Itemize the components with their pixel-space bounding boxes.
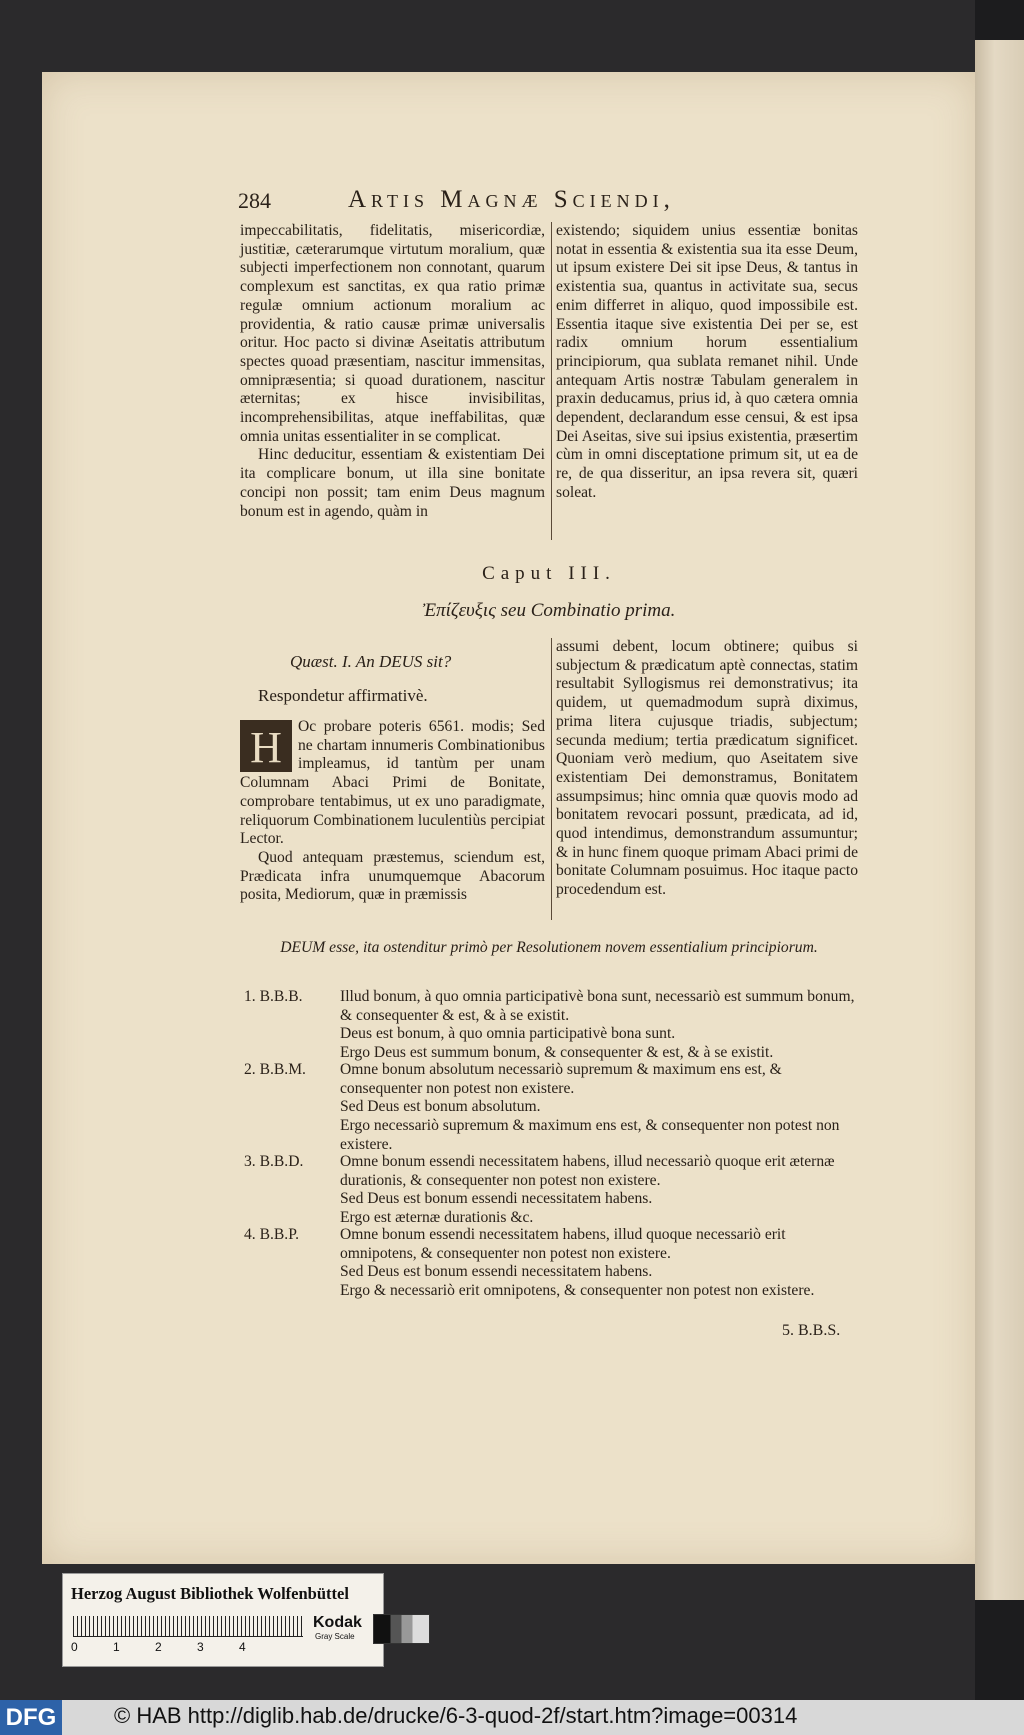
syllogism-label: 2. B.B.M.: [244, 1061, 306, 1078]
paragraph: Quod antequam præstemus, sciendum est, Prædicata infra unumquemque Abacorum posita, Mediorum, quæ in præmissis: [240, 848, 545, 904]
minor-premise: Sed Deus est bonum essendi necessitatem habens.: [340, 1190, 653, 1208]
paragraph: Oc probare poteris 6561. modis; Sed ne chartam innumeris Combinationibus impleamus, id tantùm per unam Columnam Abaci Primi de Bonitate, comprobare tentabimus, ut ex uno paradigmate, reliquorum Combinationem luculentiùs percipiat Lector.: [240, 718, 545, 848]
kodak-subtitle: Gray Scale: [315, 1632, 355, 1641]
ruler-scale: [73, 1616, 303, 1637]
conclusion: Ergo & necessariò erit omnipotens, & consequenter non potest non existere.: [340, 1282, 815, 1300]
paragraph: impeccabilitatis, fidelitatis, misericordiæ, justitiæ, cæterarumque virtutum moralium, quæ subjecti imperfectionem non connotant, quarum complexum est sanctitas, ex qua ratio primæ regulæ omnium actionum moralium ac providentia, & ratio causæ primæ universalis oritur. Hoc pacto si divinæ Aseitatis attributum spectes quoad præsentiam, nascitur immensitas, omnipræsentia; si quoad durationem, nascitur æternitas; ex hisce invisibilitas, incomprehensibilitas, atque ineffabilitas, quæ omnia unitas essentialiter in se complicat.: [240, 222, 545, 445]
column-divider: [551, 638, 552, 920]
syllogism-label: 1. B.B.B.: [244, 988, 303, 1005]
library-scale-card: [62, 1573, 384, 1667]
footer-copyright-link[interactable]: © HAB http://diglib.hab.de/drucke/6-3-quod-2f/start.htm?image=00314: [114, 1703, 798, 1728]
drop-capital: H: [240, 720, 292, 772]
mid-left-column: [240, 718, 545, 905]
scale-number: 4: [239, 1640, 246, 1654]
minor-premise: Sed Deus est bonum essendi necessitatem habens.: [340, 1263, 653, 1281]
paragraph: Hinc deducitur, essentiam & existentiam Dei ita complicare bonum, ut illa sine bonitate concipi non possit; tam enim Deus magnum bonum est in agendo, quàm in: [240, 446, 545, 520]
column-divider: [551, 222, 552, 540]
major-premise: Illud bonum, à quo omnia participativè bona sunt, necessariò est summum bonum, & consequenter & est, & à se existit.: [340, 988, 855, 1024]
section-heading: DEUM esse, ita ostenditur primò per Resolutionem novem essentialium principiorum.: [280, 939, 818, 956]
mid-right-column: [556, 638, 858, 900]
dfg-logo: DFG: [0, 1700, 62, 1735]
kodak-logo: Kodak: [313, 1614, 362, 1631]
major-premise: Omne bonum essendi necessitatem habens, illud necessariò quoque erit æternæ durationis, & consequenter non potest non existere.: [340, 1153, 835, 1189]
page-header: [238, 186, 858, 216]
chapter-subtitle: Ἐπίζευξις seu Combinatio prima.: [422, 600, 676, 621]
page-number: 284: [238, 188, 271, 213]
paragraph: existendo; siquidem unius essentiæ bonitas notat in essentia & existentia sua ita esse Deum, ut ipsum existere Dei sit ipse Deus, & tantus in existentia sua, quantus in activitate sua, secus enim differret in aliquo, quod impossibile est. Essentia itaque sive existentia Dei per se, est radix omnium horum essentialium principiorum, qua sublata remanet nihil. Unde antequam Artis nostræ Tabulam generalem in praxin deducamus, prius id, à quo cætera omnia dependent, declarandum esse censui, & est ipsa Dei Aseitas, sive sui ipsius existentia, præsertim cùm in omni disceptatione primum sit, ut ea de re, de qua disseritur, an ipsa revera sit, quæri soleat.: [556, 222, 858, 501]
scale-number: 3: [197, 1640, 204, 1654]
question-heading: Quæst. I. An DEUS sit?: [290, 652, 452, 671]
conclusion: Ergo est æternæ durationis &c.: [340, 1209, 534, 1227]
scale-number: 0: [71, 1640, 78, 1654]
scale-number: 2: [155, 1640, 162, 1654]
response-line: Respondetur affirmativè.: [258, 686, 428, 705]
catchword: 5. B.B.S.: [782, 1322, 841, 1339]
major-premise: Omne bonum absolutum necessariò supremum & maximum ens est, & consequenter non potest non existere.: [340, 1061, 782, 1097]
top-right-column: [556, 222, 858, 503]
chapter-title: Caput III.: [482, 563, 616, 584]
scale-number: 1: [113, 1640, 120, 1654]
facing-page-edge: [975, 40, 1024, 1600]
syllogism-label: 4. B.B.P.: [244, 1226, 300, 1243]
paragraph: assumi debent, locum obtinere; quibus si subjectum & prædicatum aptè connectas, statim resultabit Syllogismus rei demonstrativus; ita quidem, ut quemadmodum suprà diximus, prima litera cujusque triadis, subjectum; secunda medium; tertia prædicatum significet. Quoniam verò medium, quo Aseitatem sive existentiam Dei demonstramus, Bonitatem assumpsimus; hinc omnia quæ quovis modo ad bonitatem revocari possunt, prædicata, ad id, quod intendimus, demonstrandum assumuntur; & in hunc finem quoque primam Abaci primi de bonitate Columnam posuimus. Hoc itaque pacto procedendum est.: [556, 638, 858, 899]
minor-premise: Deus est bonum, à quo omnia participativè bona sunt.: [340, 1025, 676, 1043]
gray-scale-swatch: [373, 1614, 430, 1644]
syllogism-label: 3. B.B.D.: [244, 1153, 304, 1170]
minor-premise: Sed Deus est bonum absolutum.: [340, 1098, 541, 1116]
top-left-column: [240, 222, 545, 521]
running-title: Artis Magnæ Sciendi,: [348, 186, 675, 213]
major-premise: Omne bonum essendi necessitatem habens, illud quoque necessariò erit omnipotens, & consequenter non potest non existere.: [340, 1226, 786, 1262]
conclusion: Ergo necessariò supremum & maximum ens est, & consequenter non potest non existere.: [340, 1117, 840, 1153]
conclusion: Ergo Deus est summum bonum, & consequenter & est, & à se existit.: [340, 1044, 774, 1062]
library-name: Herzog August Bibliothek Wolfenbüttel: [71, 1584, 349, 1603]
